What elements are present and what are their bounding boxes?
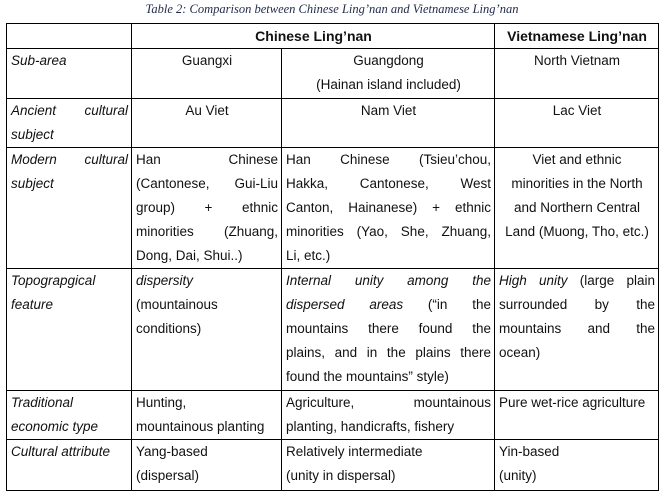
- text-line: Ancient cultural: [11, 103, 128, 118]
- cell-modern-vietnam: [495, 148, 659, 269]
- text-line: minorities (Zhuang,: [136, 224, 278, 239]
- text-line: feature: [11, 297, 54, 312]
- text-line: Han Chinese (Tsieu’chou,: [286, 152, 491, 167]
- table-caption: Table 2: Comparison between Chinese Ling’nan and Vietnamese Ling’nan: [145, 2, 519, 16]
- row-label-ancient-cultural-subject: [7, 99, 132, 148]
- row-label-modern-cultural-subject: [7, 148, 132, 269]
- text-line: [286, 293, 491, 317]
- row-ancient-cultural-subject: [7, 99, 659, 148]
- cell-attr-vietnam: [495, 440, 659, 491]
- text-line: Yin-based: [499, 444, 560, 459]
- cell-sub-area-vietnam: North Vietnam: [495, 49, 659, 99]
- text-line: dispersity: [136, 273, 194, 288]
- text-line: Relatively intermediate: [286, 444, 423, 459]
- comparison-table: [6, 23, 659, 491]
- row-modern-cultural-subject: [7, 148, 659, 269]
- text-line: (unity in dispersal): [286, 468, 396, 483]
- text-line: Li, etc.): [286, 248, 331, 263]
- row-label-topographical-feature: [7, 269, 132, 391]
- text-line: Canton, Hainanese) + ethnic: [286, 200, 491, 215]
- text-line: conditions): [136, 321, 202, 336]
- text-line: subject: [11, 127, 54, 142]
- text-line: subject: [11, 176, 54, 191]
- cell-econ-guangxi: [132, 391, 282, 440]
- text-line: Internal unity among the: [286, 273, 491, 288]
- text-line: minorities (Yao, She, Zhuang,: [286, 224, 491, 239]
- text-line: [499, 269, 655, 293]
- text-line: Modern cultural: [11, 152, 128, 167]
- text-line: Traditional: [11, 395, 74, 410]
- cell-attr-guangxi: [132, 440, 282, 491]
- text-line: Agriculture, mountainous: [286, 395, 491, 410]
- text-span: dispersed areas: [286, 297, 404, 312]
- row-cultural-attribute: [7, 440, 659, 491]
- row-topographical-feature: [7, 269, 659, 391]
- text-line: economic type: [11, 419, 99, 434]
- cell-attr-guangdong: [282, 440, 495, 491]
- cell-econ-vietnam: Pure wet-rice agriculture: [495, 391, 659, 440]
- text-line: (unity): [499, 468, 537, 483]
- cell-topo-vietnam: [495, 269, 659, 391]
- text-line: Hakka, Cantonese, West: [286, 176, 491, 191]
- text-line: (Hainan island included): [316, 77, 461, 92]
- text-line: Land (Muong, Tho, etc.): [505, 224, 649, 239]
- text-line: Viet and ethnic: [532, 152, 622, 167]
- text-line: group) + ethnic: [136, 200, 278, 215]
- text-span: High unity: [499, 273, 568, 288]
- row-label-sub-area: Sub-area: [7, 49, 132, 99]
- text-line: minorities in the North: [511, 176, 643, 191]
- text-line: (Cantonese, Gui-Liu: [136, 176, 278, 191]
- header-empty-cell: [7, 24, 132, 49]
- cell-sub-area-guangdong: [282, 49, 495, 99]
- text-line: Topograpgical: [11, 273, 96, 288]
- cell-modern-guangxi: [132, 148, 282, 269]
- cell-ancient-vietnam: Lac Viet: [495, 99, 659, 148]
- text-line: plains, and in the plains there: [286, 345, 491, 360]
- text-line: Han Chinese: [136, 152, 278, 167]
- cell-ancient-guangdong: Nam Viet: [282, 99, 495, 148]
- text-line: found the mountains” style): [286, 369, 449, 384]
- text-line: Hunting,: [136, 395, 187, 410]
- text-line: (dispersal): [136, 468, 200, 483]
- text-line: and Northern Central: [513, 200, 641, 215]
- text-line: mountains and the: [499, 321, 655, 336]
- row-sub-area: [7, 49, 659, 99]
- cell-topo-guangxi: [132, 269, 282, 391]
- text-line: Dong, Dai, Shui..): [136, 248, 243, 263]
- row-traditional-economic-type: [7, 391, 659, 440]
- text-span: (large plain: [567, 273, 655, 288]
- text-line: ocean): [499, 345, 541, 360]
- table-header-row: [7, 24, 659, 49]
- text-span: (“in the: [403, 297, 491, 312]
- row-label-traditional-economic-type: [7, 391, 132, 440]
- text-line: (mountainous: [136, 297, 218, 312]
- row-label-cultural-attribute: Cultural attribute: [7, 440, 132, 491]
- cell-topo-guangdong: [282, 269, 495, 391]
- text-line: mountains there found the: [286, 321, 491, 336]
- text-line: Guangdong: [353, 53, 424, 68]
- cell-econ-guangdong: [282, 391, 495, 440]
- cell-sub-area-guangxi: Guangxi: [132, 49, 282, 99]
- text-line: planting, handicrafts, fishery: [286, 419, 455, 434]
- text-line: Yang-based: [136, 444, 208, 459]
- cell-modern-guangdong: [282, 148, 495, 269]
- cell-ancient-guangxi: Au Viet: [132, 99, 282, 148]
- header-vietnamese-lingnan: Vietnamese Ling’nan: [495, 24, 659, 49]
- text-line: surrounded by the: [499, 297, 655, 312]
- text-line: mountainous planting: [136, 419, 265, 434]
- header-chinese-lingnan: Chinese Ling’nan: [132, 24, 495, 49]
